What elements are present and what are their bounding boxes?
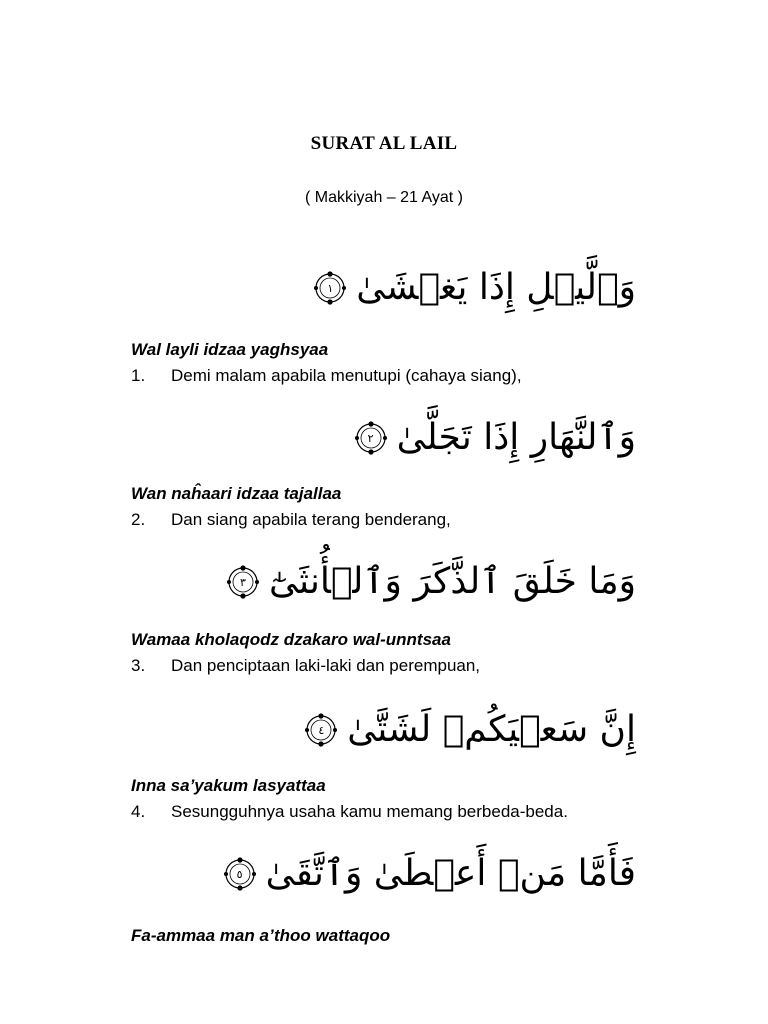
ayah-number: ١ bbox=[327, 281, 334, 295]
verse-number: 3. bbox=[131, 656, 146, 675]
ayah-end-marker-icon bbox=[353, 420, 389, 456]
translation-3 bbox=[131, 656, 480, 676]
arabic-text: فَأَمَّا مَنۡ أَعۡطَىٰ وَٱتَّقَىٰ bbox=[265, 853, 636, 894]
ayah-end-marker-icon bbox=[303, 712, 339, 748]
arabic-verse-3 bbox=[225, 561, 636, 602]
arabic-text: وَٱلَّيۡلِ إِذَا يَغۡشَىٰ bbox=[356, 267, 636, 308]
ayah-end-marker-icon bbox=[225, 564, 261, 600]
translation-1 bbox=[131, 366, 522, 386]
ayah-end-marker-icon bbox=[222, 856, 258, 892]
verse-number: 2. bbox=[131, 510, 146, 529]
translation-2 bbox=[131, 510, 451, 530]
ayah-number: ٢ bbox=[367, 431, 374, 445]
verse-number: 1. bbox=[131, 366, 146, 385]
page-title: SURAT AL LAIL bbox=[310, 133, 458, 154]
arabic-verse-4 bbox=[303, 709, 636, 750]
verse-number: 4. bbox=[131, 802, 146, 821]
arabic-verse-2 bbox=[353, 417, 636, 458]
translation-text: Sesungguhnya usaha kamu memang berbeda-beda. bbox=[171, 802, 568, 821]
arabic-verse-5 bbox=[222, 853, 636, 894]
ayah-end-marker-icon bbox=[312, 270, 348, 306]
transliteration-4: Inna sa’yakum lasyattaa bbox=[131, 776, 326, 795]
transliteration-1: Wal layli idzaa yaghsyaa bbox=[131, 340, 329, 359]
transliteration-2: Wan naĥaari idzaa tajallaa bbox=[131, 484, 342, 503]
transliteration-3: Wamaa kholaqodz dzakaro wal-unntsaa bbox=[131, 630, 451, 649]
translation-text: Demi malam apabila menutupi (cahaya siang), bbox=[171, 366, 522, 385]
arabic-text: وَمَا خَلَقَ ٱلذَّكَرَ وَٱلۡأُنثَىٰٓ bbox=[268, 561, 636, 602]
ayah-number: ٥ bbox=[236, 867, 243, 881]
translation-4 bbox=[131, 802, 568, 822]
ayah-number: ٣ bbox=[240, 575, 246, 589]
transliteration-5: Fa-ammaa man a’thoo wattaqoo bbox=[131, 926, 391, 945]
ayah-number: ٤ bbox=[318, 723, 325, 737]
translation-text: Dan penciptaan laki-laki dan perempuan, bbox=[171, 656, 481, 675]
arabic-verse-1 bbox=[312, 267, 636, 308]
page-subtitle: ( Makkiyah – 21 Ayat ) bbox=[305, 189, 463, 206]
translation-text: Dan siang apabila terang benderang, bbox=[171, 510, 451, 529]
arabic-text: وَٱلنَّهَارِ إِذَا تَجَلَّىٰ bbox=[396, 417, 636, 458]
arabic-text: إِنَّ سَعۡيَكُمۡ لَشَتَّىٰ bbox=[347, 709, 636, 750]
